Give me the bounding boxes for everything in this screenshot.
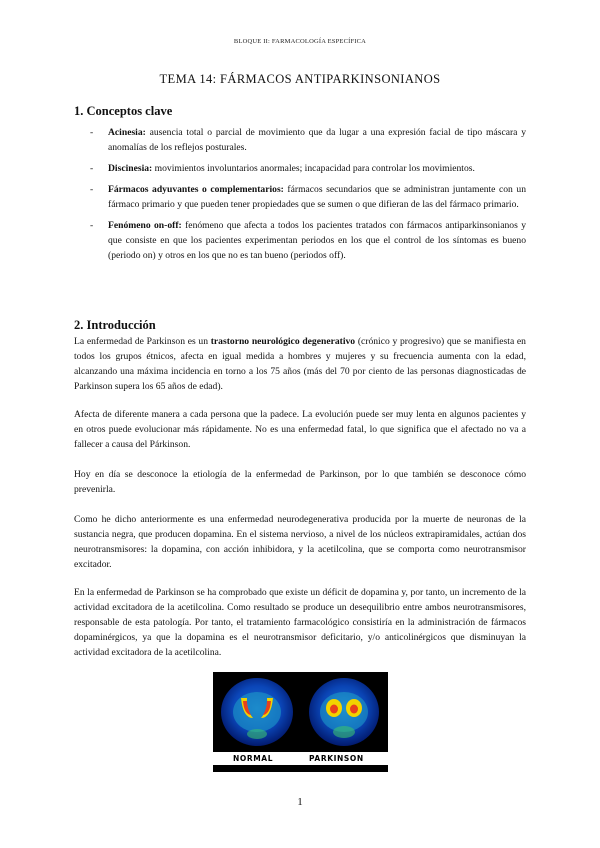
intro-paragraph-3: Hoy en día se desconoce la etiología de la enfermedad de Parkinson, por lo que también se desconoce cómo prevenirla. (74, 469, 526, 495)
concept-discinesia (90, 161, 526, 176)
concept-fenomeno-on-off (90, 218, 526, 263)
running-header: BLOQUE II: FARMACOLOGÍA ESPECÍFICA (233, 38, 367, 45)
parkinson-label: PARKINSON (309, 754, 364, 763)
normal-label: NORMAL (233, 754, 274, 763)
list-dash: - (90, 220, 94, 231)
intro-p1-start: La enfermedad de Parkinson es un (74, 336, 211, 347)
concept-term: Fármacos adyuvantes o complementarios: (108, 184, 284, 195)
intro-paragraph-1 (74, 334, 526, 394)
page-title: TEMA 14: FÁRMACOS ANTIPARKINSONIANOS (159, 72, 441, 86)
intro-paragraph-5: En la enfermedad de Parkinson se ha comprobado que existe un déficit de dopamina y, por tanto, un incremento de la actividad excitadora de la acetilcolina. Como resultado se produce un desequilibrio entre ambos neurotransmisores, responsable de esta patología. Por tanto, el tratamiento farmacológico consistiría en la administración de fármacos dopaminérgicos, ya que la dopamina es el neurotransmisor deficitario, y/o anticolinérgicos que disminuyan la actividad excitadora de la acetilcolina. (74, 587, 526, 658)
concept-term: Acinesia: (108, 127, 146, 138)
key-concepts-list (90, 125, 526, 269)
list-dash: - (90, 163, 94, 174)
intro-p1-end: (crónico y progresivo) que se manifiesta en todos los grupos étnicos, afecta en igual medida a hombres y mujeres y su frecuencia aumenta con la edad, alcanzando una máxima incidencia en torno a los 75 años (más del 70 por ciento de las personas diagnosticadas de Parkinson supera los 65 años de edad). (74, 336, 526, 392)
page-number: 1 (297, 796, 303, 808)
concept-definition: fenómeno que afecta a todos los pacientes tratados con fármacos antiparkinsonianos y que consiste en que los pacientes experimentan periodos en los que el control de los síntomas es bueno (periodo on) y otros en los que no es tan bueno (periodos off). (108, 220, 526, 261)
intro-p1-bold: trastorno neurológico degenerativo (210, 336, 356, 347)
list-dash: - (90, 127, 94, 138)
concept-definition: ausencia total o parcial de movimiento que da lugar a una expresión facial de tipo máscara y anomalías de los reflejos posturales. (108, 127, 526, 153)
section-2-heading: 2. Introducción (74, 318, 156, 332)
intro-paragraph-4: Como he dicho anteriormente es una enfermedad neurodegenerativa producida por la muerte de neuronas de la sustancia negra, que producen dopamina. En el sistema nervioso, a nivel de los núcleos extrapiramidales, actúan dos neurotransmisores: la dopamina, con acción inhibidora, y la acetilcolina, que se comporta como neurotransmisor excitador. (74, 514, 526, 570)
brain-scan-figure (213, 672, 388, 772)
concept-definition: movimientos involuntarios anormales; incapacidad para controlar los movimientos. (152, 163, 475, 174)
intro-paragraph-2: Afecta de diferente manera a cada persona que la padece. La evolución puede ser muy lenta en algunos pacientes y en otros puede evolucionar más rápidamente. No es una enfermedad fatal, lo que significa que el afectado no va a fallecer a causa del Párkinson. (74, 409, 526, 450)
section-1-heading: 1. Conceptos clave (74, 104, 173, 118)
concept-farmacos-adyuvantes (90, 182, 526, 212)
list-dash: - (90, 184, 94, 195)
concept-acinesia (90, 125, 526, 155)
concept-definition: fármacos secundarios que se administran juntamente con un fármaco primario y que pueden tener propiedades que se sumen o que difieran de las del fármaco primario. (108, 184, 526, 210)
concept-term: Discinesia: (108, 163, 153, 174)
concept-term: Fenómeno on-off: (108, 220, 182, 231)
